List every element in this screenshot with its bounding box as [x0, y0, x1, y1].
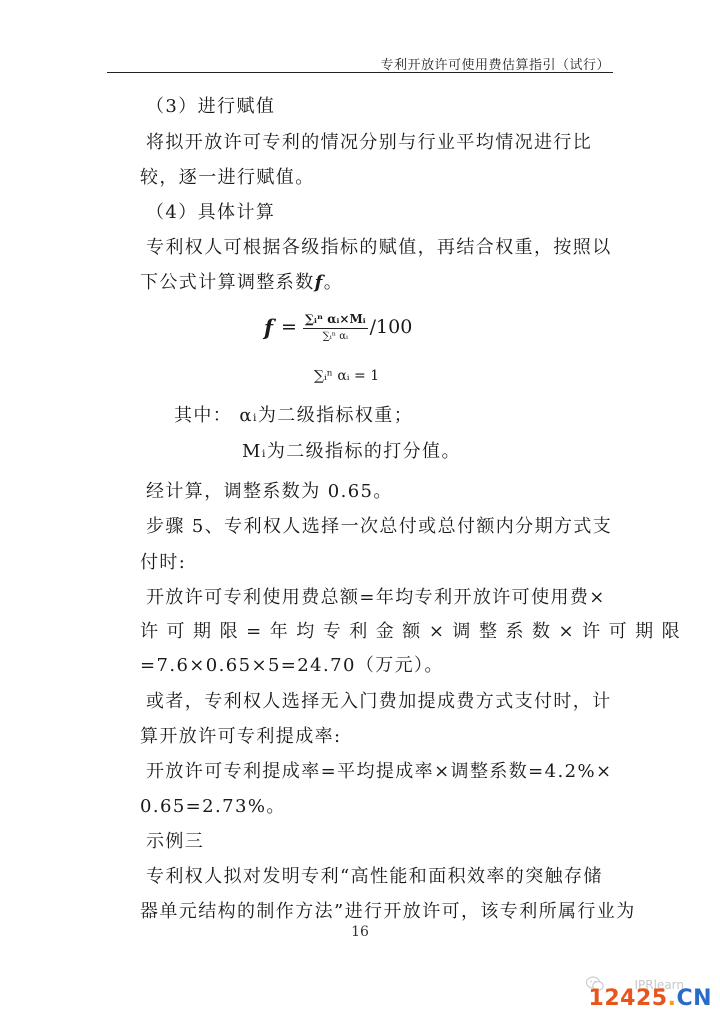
para-compare-line-1: 将拟开放许可专利的情况分别与行业平均情况进行比 — [146, 132, 593, 153]
heading-assign-values: （3）进行赋值 — [146, 96, 276, 117]
rate-line-1: 开放许可专利提成率=平均提成率×调整系数=4.2%× — [146, 761, 613, 782]
watermark-text: IPRlearn — [634, 978, 684, 992]
example-heading: 示例三 — [146, 831, 205, 852]
site-logo[interactable] — [589, 986, 712, 1011]
logo-number: 12425 — [588, 986, 668, 1011]
para-calc-line-1: 专利权人可根据各级指标的赋值，再结合权重，按照以 — [146, 237, 612, 258]
header-rule — [107, 72, 613, 73]
example-line-1: 专利权人拟对发明专利“高性能和面积效率的突触存储 — [146, 866, 603, 887]
adjustment-formula — [264, 312, 412, 342]
header-title: 专利开放许可使用费估算指引（试行） — [380, 58, 610, 73]
formula-numerator: ∑ᵢⁿ αᵢ×Mᵢ — [303, 312, 368, 329]
para-calc-end: 。 — [323, 272, 344, 293]
where-score: Mᵢ为二级指标的打分值。 — [242, 441, 461, 462]
total-fee-line-2: 许 可 期 限 = 年 均 专 利 金 额 × 调 整 系 数 × 许 可 期 限 — [140, 621, 682, 642]
logo-domain: CN — [676, 986, 712, 1011]
logo-dot: . — [667, 986, 677, 1011]
para-calc-line-2 — [140, 271, 610, 295]
formula-fraction — [303, 312, 368, 342]
formula-denominator: ∑ᵢⁿ αᵢ — [322, 331, 348, 342]
total-fee-line-3: =7.6×0.65×5=24.70（万元）。 — [140, 655, 444, 676]
result-line: 经计算，调整系数为 0.65。 — [146, 481, 393, 502]
total-fee-line-1: 开放许可专利使用费总额=年均专利开放许可使用费× — [146, 587, 606, 608]
step5-line-1: 步骤 5、专利权人选择一次总付或总付额内分期方式支 — [146, 516, 613, 537]
step5-line-2: 付时: — [140, 552, 187, 573]
page-number: 16 — [351, 924, 369, 940]
para-calc-text: 下公式计算调整系数 — [140, 272, 315, 293]
weight-constraint: ∑ᵢⁿ αᵢ = 1 — [314, 368, 380, 384]
rate-line-2: 0.65=2.73%。 — [140, 796, 286, 817]
coefficient-symbol: f — [314, 272, 324, 293]
where-weight: 其中： αᵢ为二级指标权重； — [174, 405, 414, 426]
formula-lhs: f — [264, 314, 274, 340]
para-compare-line-2: 较，逐一进行赋值。 — [140, 167, 315, 188]
formula-equals: = — [281, 316, 297, 338]
example-line-2: 器单元结构的制作方法”进行开放许可，该专利所属行业为 — [140, 901, 636, 922]
heading-calculation: （4）具体计算 — [146, 202, 276, 223]
alt-line-1: 或者，专利权人选择无入门费加提成费方式支付时，计 — [146, 691, 612, 712]
formula-divisor: /100 — [369, 316, 413, 338]
alt-line-2: 算开放许可专利提成率: — [140, 726, 342, 747]
